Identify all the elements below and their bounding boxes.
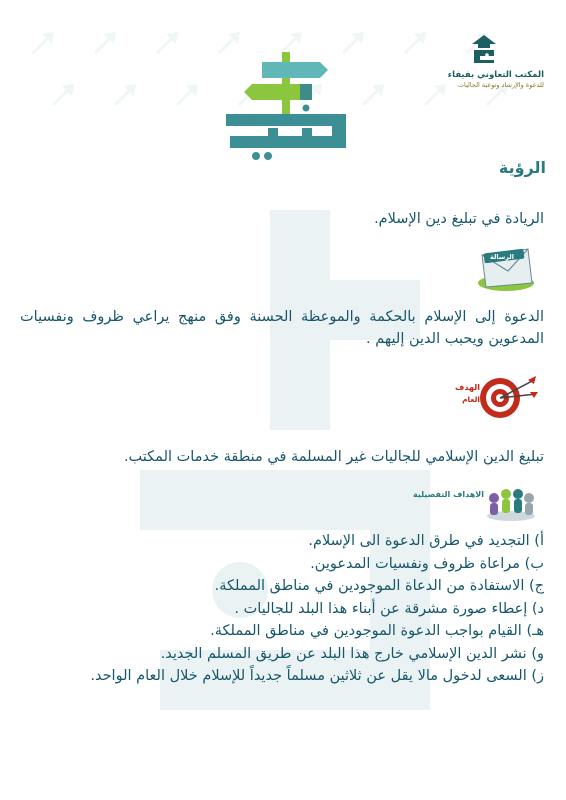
list-item: أ) التجديد في طرق الدعوة الى الإسلام. (308, 533, 544, 549)
vision-heading: الرؤية (498, 158, 546, 177)
arrow-pattern-icon (112, 82, 138, 108)
office-subtitle: للدعوة والإرشاد وتوعية الجاليات (457, 81, 544, 89)
mission-heading: الرسالة (490, 253, 514, 261)
arrow-pattern-icon (402, 30, 428, 56)
arrow-pattern-icon (174, 82, 200, 108)
office-name: المكتب التعاوني بفيفاء (447, 70, 544, 80)
list-item: ج) الاستفادة من الدعاة الموجودين في مناطق المملكة. (214, 578, 544, 594)
envelope-icon (472, 243, 538, 295)
arrow-pattern-icon (92, 30, 118, 56)
list-item: ز) السعى لدخول مالا يقل عن ثلاثين مسلماً جديداً للإسلام خلال العام الواحد. (90, 668, 544, 684)
goal-heading-line2: العام (462, 395, 480, 404)
dalni-logo (222, 50, 350, 166)
arrow-pattern-icon (154, 30, 180, 56)
target-icon (478, 372, 538, 422)
objectives-heading: الاهداف التفصيلية (413, 490, 484, 499)
arrow-pattern-icon (360, 82, 386, 108)
office-logo (470, 34, 498, 64)
list-item: و) نشر الدين الإسلامي خارج هذا البلد عن طريق المسلم الجديد. (160, 645, 544, 662)
list-item: هـ) القيام بواجب الدعوة الموجودين في مناطق المملكة. (210, 623, 544, 639)
goal-heading (420, 382, 480, 406)
arrow-pattern-icon (50, 82, 76, 108)
list-item: ب) مراعاة ظروف ونفسيات المدعوين. (310, 555, 544, 572)
list-item: د) إعطاء صورة مشرقة عن أبناء هذا البلد للجاليات . (234, 600, 544, 617)
objectives-list (20, 530, 544, 688)
goal-heading-line1: الهدف (455, 383, 480, 392)
mission-text: الدعوة إلى الإسلام بالحكمة والموعظة الحسنة وفق منهج يراعي ظروف ونفسيات المدعوين ويحبب الدين إليهم . (20, 309, 544, 347)
goal-text: تبليغ الدين الإسلامي للجاليات غير المسلمة في منطقة خدمات المكتب. (123, 449, 544, 465)
people-icon (482, 482, 540, 522)
vision-text: الريادة في تبليغ دين الإسلام. (374, 211, 544, 227)
arrow-pattern-icon (30, 30, 56, 56)
